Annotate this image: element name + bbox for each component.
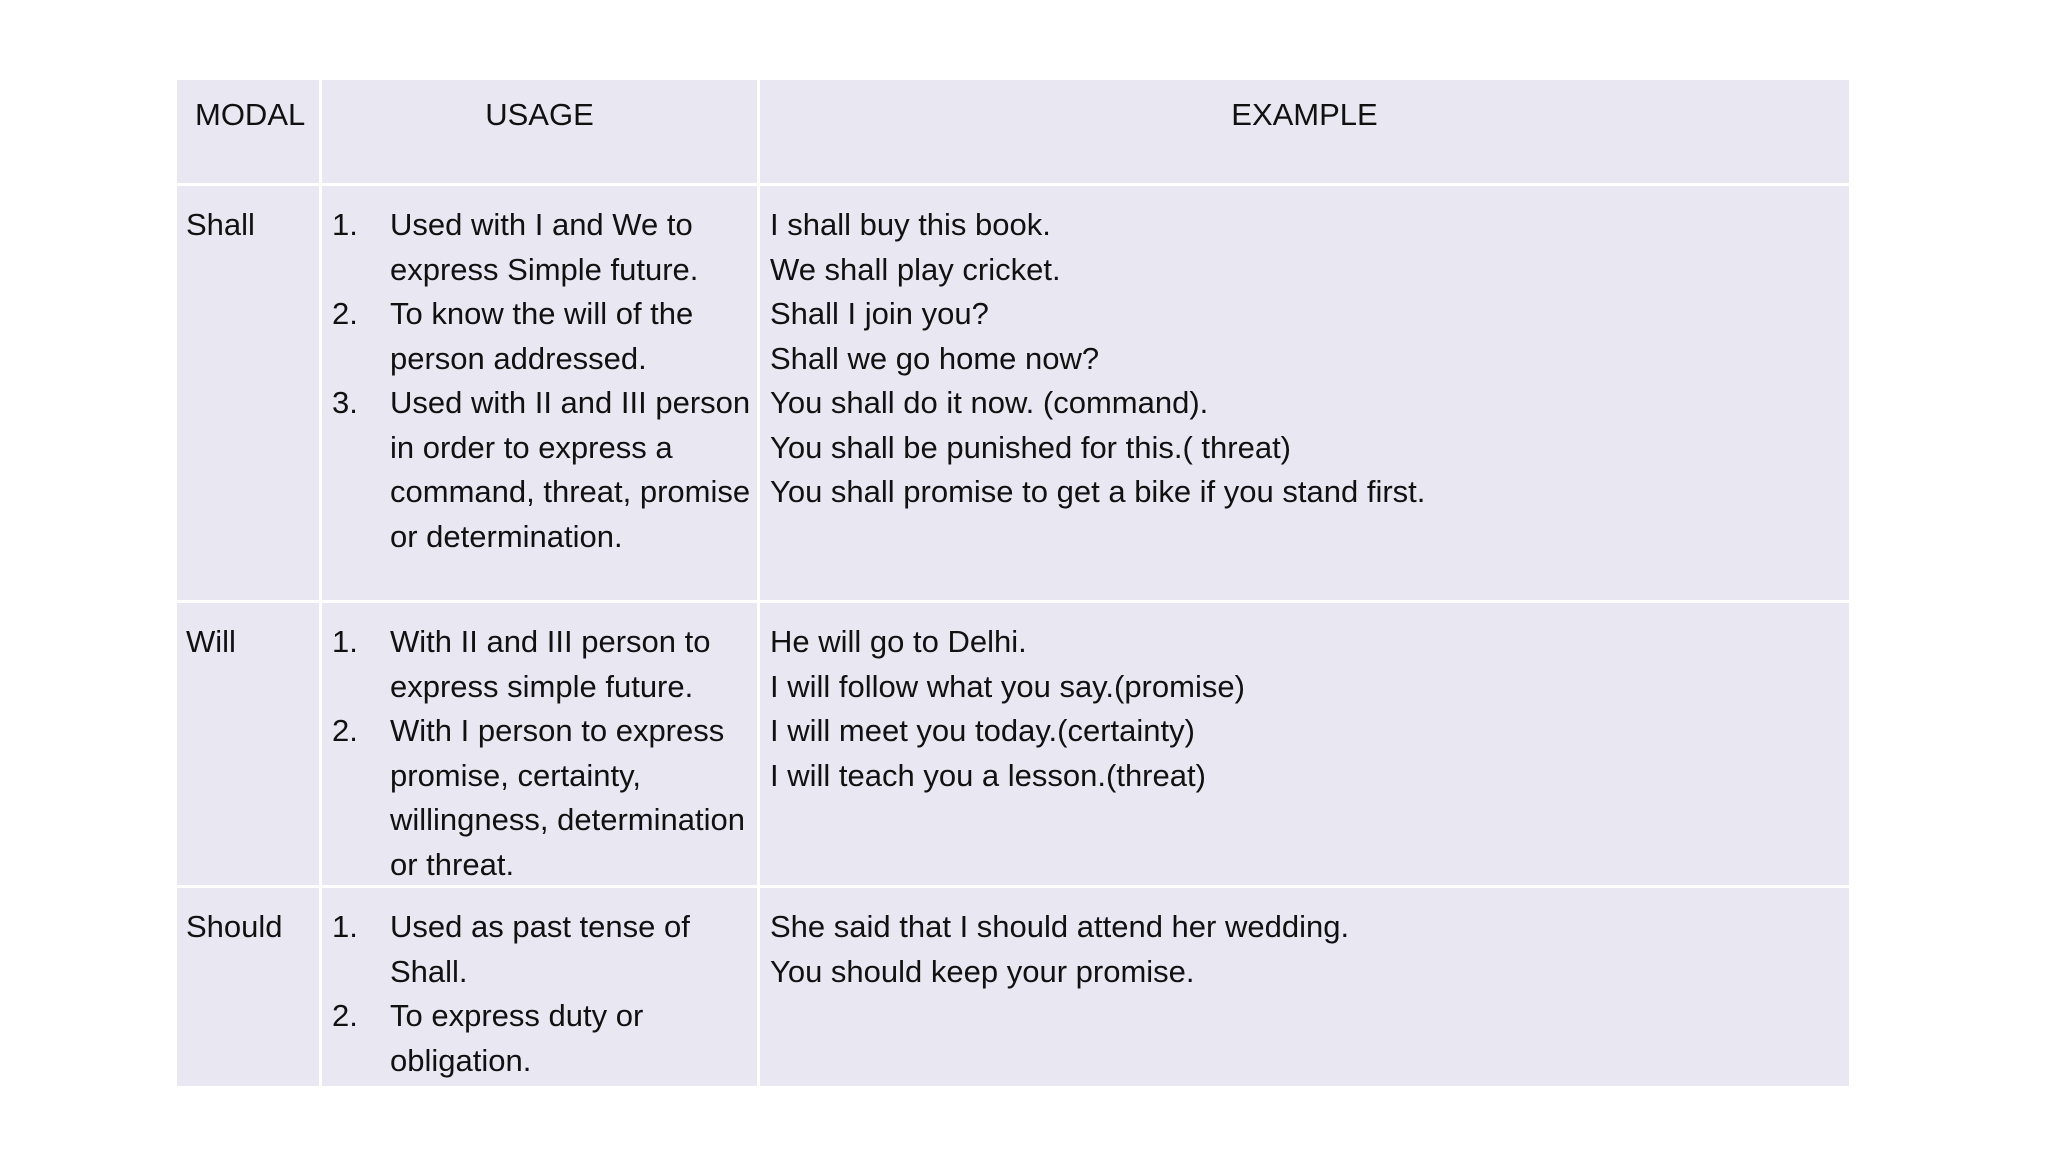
header-modal-label: MODAL	[195, 97, 306, 132]
usage-list	[332, 905, 751, 1083]
example-line: I shall buy this book.	[770, 207, 1051, 242]
modal-cell-should	[177, 888, 322, 1086]
usage-number: 1.	[332, 207, 358, 242]
example-line: Shall I join you?	[770, 296, 989, 331]
example-line: We shall play cricket.	[770, 251, 1061, 287]
usage-item	[332, 292, 751, 381]
usage-item	[332, 381, 751, 559]
example-line: She said that I should attend her wedding.	[770, 909, 1350, 944]
usage-number: 1.	[332, 624, 358, 659]
usage-item	[332, 994, 751, 1083]
example-line: He will go to Delhi.	[770, 624, 1027, 659]
header-modal	[177, 80, 322, 186]
usage-item	[332, 620, 751, 709]
header-usage	[322, 80, 760, 186]
usage-list	[332, 620, 751, 887]
usage-cell-shall	[322, 186, 760, 603]
usage-number: 2.	[332, 998, 358, 1033]
usage-cell-will	[322, 603, 760, 888]
example-cell-should	[760, 888, 1849, 1086]
usage-number: 2.	[332, 296, 358, 331]
example-line: You should keep your promise.	[770, 953, 1195, 989]
usage-cell-should	[322, 888, 760, 1086]
example-line: You shall promise to get a bike if you stand first.	[770, 474, 1426, 509]
usage-item	[332, 905, 751, 994]
example-line: Shall we go home now?	[770, 340, 1100, 376]
example-line: I will meet you today.(certainty)	[770, 713, 1195, 748]
usage-text: To know the will of the person addressed.	[390, 296, 694, 376]
example-line: I will teach you a lesson.(threat)	[770, 757, 1206, 793]
example-line: You shall do it now. (command).	[770, 385, 1209, 420]
modal-cell-will	[177, 603, 322, 888]
usage-item	[332, 203, 751, 292]
modals-table	[177, 80, 1849, 1086]
usage-text: With II and III person to express simple future.	[390, 624, 711, 704]
usage-item	[332, 709, 751, 887]
example-line: You shall be punished for this.( threat)	[770, 429, 1292, 465]
usage-number: 2.	[332, 713, 358, 748]
header-example-label: EXAMPLE	[1231, 97, 1378, 132]
modal-name: Will	[186, 624, 236, 659]
header-usage-label: USAGE	[485, 97, 594, 132]
example-line: I will follow what you say.(promise)	[770, 668, 1245, 704]
usage-text: Used with I and We to express Simple future.	[390, 207, 699, 287]
modal-cell-shall	[177, 186, 322, 603]
modal-name: Should	[186, 909, 283, 944]
usage-text: With I person to express promise, certainty, willingness, determination or threat.	[390, 713, 745, 882]
usage-text: Used with II and III person in order to express a command, threat, promise or determination.	[390, 385, 751, 554]
usage-number: 1.	[332, 909, 358, 944]
usage-list	[332, 203, 751, 559]
usage-number: 3.	[332, 385, 358, 420]
example-cell-will	[760, 603, 1849, 888]
header-example	[760, 80, 1849, 186]
modal-name: Shall	[186, 207, 255, 242]
example-cell-shall	[760, 186, 1849, 603]
usage-text: To express duty or obligation.	[390, 998, 644, 1078]
usage-text: Used as past tense of Shall.	[390, 909, 690, 989]
